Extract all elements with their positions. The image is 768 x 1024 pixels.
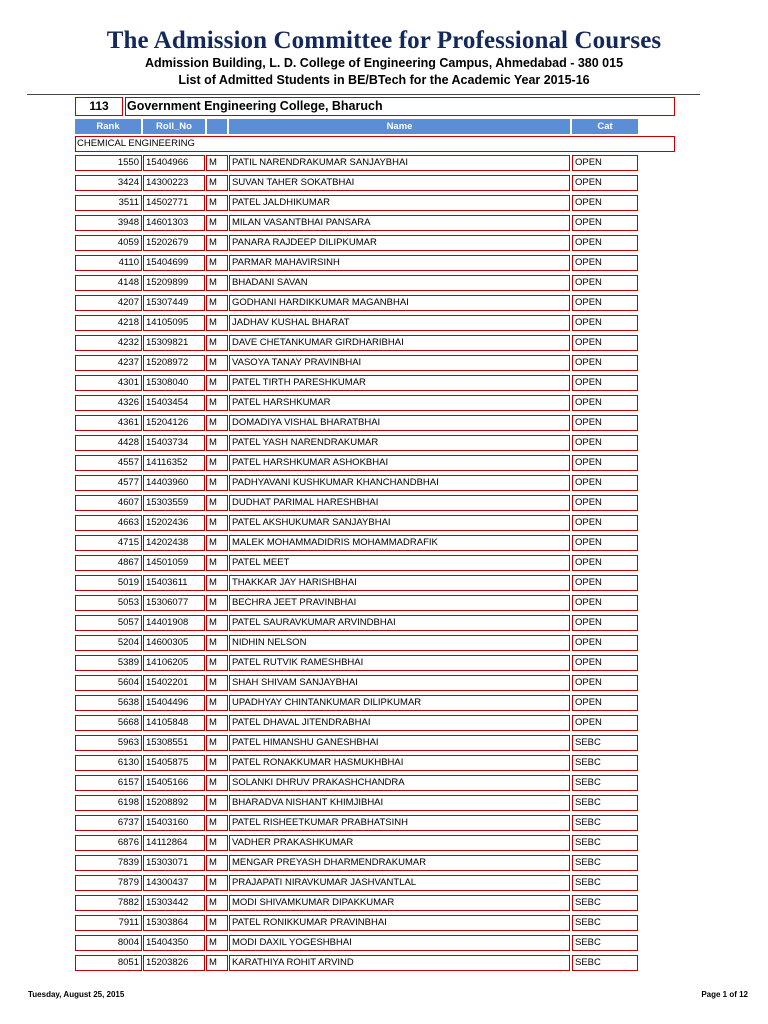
rank-cell: 4557 bbox=[75, 455, 142, 471]
header-divider bbox=[27, 94, 700, 95]
category-cell: OPEN bbox=[572, 255, 638, 271]
name-cell: THAKKAR JAY HARISHBHAI bbox=[229, 575, 570, 591]
table-row bbox=[0, 635, 768, 655]
table-row bbox=[0, 675, 768, 695]
name-cell: BHARADVA NISHANT KHIMJIBHAI bbox=[229, 795, 570, 811]
gender-cell: M bbox=[206, 795, 228, 811]
table-row bbox=[0, 535, 768, 555]
rank-cell: 4110 bbox=[75, 255, 142, 271]
roll-no-cell: 14116352 bbox=[143, 455, 205, 471]
college-name: Government Engineering College, Bharuch bbox=[125, 97, 675, 116]
table-row bbox=[0, 395, 768, 415]
name-cell: KARATHIYA ROHIT ARVIND bbox=[229, 955, 570, 971]
rank-cell: 4059 bbox=[75, 235, 142, 251]
name-cell: MODI SHIVAMKUMAR DIPAKKUMAR bbox=[229, 895, 570, 911]
roll-no-cell: 14403960 bbox=[143, 475, 205, 491]
rank-cell: 4577 bbox=[75, 475, 142, 491]
roll-no-cell: 15403454 bbox=[143, 395, 205, 411]
category-cell: OPEN bbox=[572, 415, 638, 431]
rank-cell: 4237 bbox=[75, 355, 142, 371]
roll-no-cell: 15309821 bbox=[143, 335, 205, 351]
gender-cell: M bbox=[206, 595, 228, 611]
name-cell: PATEL YASH NARENDRAKUMAR bbox=[229, 435, 570, 451]
category-cell: OPEN bbox=[572, 395, 638, 411]
rank-cell: 7879 bbox=[75, 875, 142, 891]
table-row bbox=[0, 375, 768, 395]
roll-no-cell: 14202438 bbox=[143, 535, 205, 551]
gender-cell: M bbox=[206, 235, 228, 251]
gender-cell: M bbox=[206, 855, 228, 871]
rank-cell: 5389 bbox=[75, 655, 142, 671]
category-cell: SEBC bbox=[572, 935, 638, 951]
roll-no-cell: 14300437 bbox=[143, 875, 205, 891]
table-row bbox=[0, 715, 768, 735]
name-cell: PATIL NARENDRAKUMAR SANJAYBHAI bbox=[229, 155, 570, 171]
table-row bbox=[0, 935, 768, 955]
gender-cell: M bbox=[206, 755, 228, 771]
rank-cell: 1550 bbox=[75, 155, 142, 171]
rank-cell: 5019 bbox=[75, 575, 142, 591]
roll-no-cell: 14105848 bbox=[143, 715, 205, 731]
roll-no-cell: 15208972 bbox=[143, 355, 205, 371]
table-row bbox=[0, 315, 768, 335]
category-cell: OPEN bbox=[572, 315, 638, 331]
name-cell: PATEL JALDHIKUMAR bbox=[229, 195, 570, 211]
category-cell: SEBC bbox=[572, 855, 638, 871]
table-row bbox=[0, 875, 768, 895]
category-cell: OPEN bbox=[572, 475, 638, 491]
column-header-gender bbox=[207, 119, 227, 134]
rank-cell: 4867 bbox=[75, 555, 142, 571]
rank-cell: 4663 bbox=[75, 515, 142, 531]
rank-cell: 3511 bbox=[75, 195, 142, 211]
address-line: Admission Building, L. D. College of Engineering Campus, Ahmedabad - 380 015 bbox=[144, 56, 624, 70]
category-cell: SEBC bbox=[572, 875, 638, 891]
table-row bbox=[0, 735, 768, 755]
gender-cell: M bbox=[206, 255, 228, 271]
branch-name: CHEMICAL ENGINEERING bbox=[75, 136, 675, 152]
category-cell: OPEN bbox=[572, 495, 638, 511]
category-cell: SEBC bbox=[572, 775, 638, 791]
gender-cell: M bbox=[206, 955, 228, 971]
list-title: List of Admitted Students in BE/BTech for the Academic Year 2015-16 bbox=[178, 73, 590, 87]
gender-cell: M bbox=[206, 355, 228, 371]
roll-no-cell: 15303864 bbox=[143, 915, 205, 931]
category-cell: SEBC bbox=[572, 835, 638, 851]
rank-cell: 6198 bbox=[75, 795, 142, 811]
roll-no-cell: 15403611 bbox=[143, 575, 205, 591]
roll-no-cell: 15404350 bbox=[143, 935, 205, 951]
table-row bbox=[0, 195, 768, 215]
rank-cell: 4148 bbox=[75, 275, 142, 291]
name-cell: MALEK MOHAMMADIDRIS MOHAMMADRAFIK bbox=[229, 535, 570, 551]
rank-cell: 8004 bbox=[75, 935, 142, 951]
rank-cell: 5604 bbox=[75, 675, 142, 691]
gender-cell: M bbox=[206, 175, 228, 191]
name-cell: MILAN VASANTBHAI PANSARA bbox=[229, 215, 570, 231]
category-cell: SEBC bbox=[572, 815, 638, 831]
roll-no-cell: 15308551 bbox=[143, 735, 205, 751]
roll-no-cell: 14105095 bbox=[143, 315, 205, 331]
category-cell: OPEN bbox=[572, 215, 638, 231]
roll-no-cell: 15404496 bbox=[143, 695, 205, 711]
name-cell: DAVE CHETANKUMAR GIRDHARIBHAI bbox=[229, 335, 570, 351]
rank-cell: 6737 bbox=[75, 815, 142, 831]
student-table bbox=[0, 155, 768, 975]
gender-cell: M bbox=[206, 195, 228, 211]
rank-cell: 4361 bbox=[75, 415, 142, 431]
table-row bbox=[0, 615, 768, 635]
rank-cell: 5963 bbox=[75, 735, 142, 751]
name-cell: JADHAV KUSHAL BHARAT bbox=[229, 315, 570, 331]
name-cell: PARMAR MAHAVIRSINH bbox=[229, 255, 570, 271]
roll-no-cell: 15405166 bbox=[143, 775, 205, 791]
rank-cell: 3948 bbox=[75, 215, 142, 231]
name-cell: PATEL RUTVIK RAMESHBHAI bbox=[229, 655, 570, 671]
table-row bbox=[0, 755, 768, 775]
category-cell: OPEN bbox=[572, 535, 638, 551]
category-cell: SEBC bbox=[572, 955, 638, 971]
gender-cell: M bbox=[206, 655, 228, 671]
table-row bbox=[0, 955, 768, 975]
table-row bbox=[0, 775, 768, 795]
name-cell: PATEL MEET bbox=[229, 555, 570, 571]
name-cell: GODHANI HARDIKKUMAR MAGANBHAI bbox=[229, 295, 570, 311]
name-cell: DOMADIYA VISHAL BHARATBHAI bbox=[229, 415, 570, 431]
name-cell: PADHYAVANI KUSHKUMAR KHANCHANDBHAI bbox=[229, 475, 570, 491]
table-row bbox=[0, 835, 768, 855]
rank-cell: 7839 bbox=[75, 855, 142, 871]
roll-no-cell: 15303442 bbox=[143, 895, 205, 911]
name-cell: PATEL RISHEETKUMAR PRABHATSINH bbox=[229, 815, 570, 831]
category-cell: OPEN bbox=[572, 515, 638, 531]
category-cell: OPEN bbox=[572, 675, 638, 691]
gender-cell: M bbox=[206, 435, 228, 451]
table-row bbox=[0, 795, 768, 815]
category-cell: SEBC bbox=[572, 915, 638, 931]
table-row bbox=[0, 895, 768, 915]
rank-cell: 4301 bbox=[75, 375, 142, 391]
name-cell: SOLANKI DHRUV PRAKASHCHANDRA bbox=[229, 775, 570, 791]
name-cell: PATEL HIMANSHU GANESHBHAI bbox=[229, 735, 570, 751]
name-cell: PANARA RAJDEEP DILIPKUMAR bbox=[229, 235, 570, 251]
rank-cell: 4207 bbox=[75, 295, 142, 311]
gender-cell: M bbox=[206, 275, 228, 291]
table-row bbox=[0, 155, 768, 175]
name-cell: BHADANI SAVAN bbox=[229, 275, 570, 291]
gender-cell: M bbox=[206, 295, 228, 311]
name-cell: PRAJAPATI NIRAVKUMAR JASHVANTLAL bbox=[229, 875, 570, 891]
gender-cell: M bbox=[206, 695, 228, 711]
rank-cell: 8051 bbox=[75, 955, 142, 971]
rank-cell: 4715 bbox=[75, 535, 142, 551]
rank-cell: 7911 bbox=[75, 915, 142, 931]
roll-no-cell: 15405875 bbox=[143, 755, 205, 771]
category-cell: OPEN bbox=[572, 275, 638, 291]
gender-cell: M bbox=[206, 335, 228, 351]
gender-cell: M bbox=[206, 775, 228, 791]
roll-no-cell: 15402201 bbox=[143, 675, 205, 691]
gender-cell: M bbox=[206, 375, 228, 391]
category-cell: OPEN bbox=[572, 575, 638, 591]
table-row bbox=[0, 555, 768, 575]
roll-no-cell: 15403160 bbox=[143, 815, 205, 831]
gender-cell: M bbox=[206, 475, 228, 491]
rank-cell: 5057 bbox=[75, 615, 142, 631]
category-cell: OPEN bbox=[572, 155, 638, 171]
rank-cell: 6130 bbox=[75, 755, 142, 771]
category-cell: OPEN bbox=[572, 195, 638, 211]
gender-cell: M bbox=[206, 515, 228, 531]
name-cell: UPADHYAY CHINTANKUMAR DILIPKUMAR bbox=[229, 695, 570, 711]
name-cell: PATEL TIRTH PARESHKUMAR bbox=[229, 375, 570, 391]
roll-no-cell: 14300223 bbox=[143, 175, 205, 191]
table-row bbox=[0, 455, 768, 475]
table-row bbox=[0, 175, 768, 195]
column-header-roll-no: Roll_No bbox=[143, 119, 205, 134]
gender-cell: M bbox=[206, 535, 228, 551]
column-header-rank: Rank bbox=[75, 119, 141, 134]
table-row bbox=[0, 655, 768, 675]
roll-no-cell: 15209899 bbox=[143, 275, 205, 291]
gender-cell: M bbox=[206, 675, 228, 691]
column-header-name: Name bbox=[229, 119, 570, 134]
category-cell: OPEN bbox=[572, 695, 638, 711]
footer-date: Tuesday, August 25, 2015 bbox=[28, 990, 125, 999]
name-cell: PATEL AKSHUKUMAR SANJAYBHAI bbox=[229, 515, 570, 531]
gender-cell: M bbox=[206, 415, 228, 431]
name-cell: NIDHIN NELSON bbox=[229, 635, 570, 651]
table-row bbox=[0, 575, 768, 595]
roll-no-cell: 15203826 bbox=[143, 955, 205, 971]
name-cell: MENGAR PREYASH DHARMENDRAKUMAR bbox=[229, 855, 570, 871]
name-cell: VASOYA TANAY PRAVINBHAI bbox=[229, 355, 570, 371]
roll-no-cell: 14601303 bbox=[143, 215, 205, 231]
gender-cell: M bbox=[206, 555, 228, 571]
gender-cell: M bbox=[206, 315, 228, 331]
table-row bbox=[0, 595, 768, 615]
table-row bbox=[0, 815, 768, 835]
rank-cell: 5668 bbox=[75, 715, 142, 731]
rank-cell: 4326 bbox=[75, 395, 142, 411]
rank-cell: 4607 bbox=[75, 495, 142, 511]
gender-cell: M bbox=[206, 635, 228, 651]
category-cell: OPEN bbox=[572, 295, 638, 311]
name-cell: PATEL RONIKKUMAR PRAVINBHAI bbox=[229, 915, 570, 931]
table-row bbox=[0, 495, 768, 515]
table-row bbox=[0, 275, 768, 295]
roll-no-cell: 15202436 bbox=[143, 515, 205, 531]
category-cell: OPEN bbox=[572, 455, 638, 471]
roll-no-cell: 14112864 bbox=[143, 835, 205, 851]
roll-no-cell: 14106205 bbox=[143, 655, 205, 671]
roll-no-cell: 15403734 bbox=[143, 435, 205, 451]
category-cell: SEBC bbox=[572, 895, 638, 911]
name-cell: PATEL SAURAVKUMAR ARVINDBHAI bbox=[229, 615, 570, 631]
roll-no-cell: 15204126 bbox=[143, 415, 205, 431]
roll-no-cell: 14401908 bbox=[143, 615, 205, 631]
name-cell: VADHER PRAKASHKUMAR bbox=[229, 835, 570, 851]
name-cell: SHAH SHIVAM SANJAYBHAI bbox=[229, 675, 570, 691]
roll-no-cell: 15404966 bbox=[143, 155, 205, 171]
gender-cell: M bbox=[206, 715, 228, 731]
roll-no-cell: 15202679 bbox=[143, 235, 205, 251]
category-cell: OPEN bbox=[572, 635, 638, 651]
gender-cell: M bbox=[206, 835, 228, 851]
roll-no-cell: 14600305 bbox=[143, 635, 205, 651]
rank-cell: 7882 bbox=[75, 895, 142, 911]
roll-no-cell: 15404699 bbox=[143, 255, 205, 271]
gender-cell: M bbox=[206, 815, 228, 831]
category-cell: SEBC bbox=[572, 795, 638, 811]
category-cell: OPEN bbox=[572, 555, 638, 571]
document-title: The Admission Committee for Professional Courses bbox=[106, 27, 662, 54]
table-row bbox=[0, 295, 768, 315]
table-row bbox=[0, 335, 768, 355]
roll-no-cell: 14501059 bbox=[143, 555, 205, 571]
roll-no-cell: 15303559 bbox=[143, 495, 205, 511]
gender-cell: M bbox=[206, 915, 228, 931]
category-cell: OPEN bbox=[572, 335, 638, 351]
category-cell: OPEN bbox=[572, 615, 638, 631]
table-row bbox=[0, 695, 768, 715]
gender-cell: M bbox=[206, 455, 228, 471]
roll-no-cell: 15307449 bbox=[143, 295, 205, 311]
table-row bbox=[0, 215, 768, 235]
rank-cell: 4232 bbox=[75, 335, 142, 351]
gender-cell: M bbox=[206, 575, 228, 591]
gender-cell: M bbox=[206, 935, 228, 951]
rank-cell: 3424 bbox=[75, 175, 142, 191]
category-cell: OPEN bbox=[572, 715, 638, 731]
gender-cell: M bbox=[206, 875, 228, 891]
rank-cell: 4428 bbox=[75, 435, 142, 451]
gender-cell: M bbox=[206, 895, 228, 911]
rank-cell: 5638 bbox=[75, 695, 142, 711]
column-header-category: Cat bbox=[572, 119, 638, 134]
category-cell: OPEN bbox=[572, 435, 638, 451]
category-cell: SEBC bbox=[572, 755, 638, 771]
category-cell: OPEN bbox=[572, 595, 638, 611]
college-code: 113 bbox=[75, 97, 123, 116]
table-row bbox=[0, 355, 768, 375]
name-cell: PATEL DHAVAL JITENDRABHAI bbox=[229, 715, 570, 731]
roll-no-cell: 15306077 bbox=[143, 595, 205, 611]
name-cell: PATEL RONAKKUMAR HASMUKHBHAI bbox=[229, 755, 570, 771]
gender-cell: M bbox=[206, 735, 228, 751]
roll-no-cell: 14502771 bbox=[143, 195, 205, 211]
table-row bbox=[0, 235, 768, 255]
rank-cell: 5053 bbox=[75, 595, 142, 611]
roll-no-cell: 15303071 bbox=[143, 855, 205, 871]
table-row bbox=[0, 475, 768, 495]
gender-cell: M bbox=[206, 615, 228, 631]
footer-page-number: Page 1 of 12 bbox=[701, 990, 748, 999]
name-cell: SUVAN TAHER SOKATBHAI bbox=[229, 175, 570, 191]
name-cell: BECHRA JEET PRAVINBHAI bbox=[229, 595, 570, 611]
category-cell: OPEN bbox=[572, 355, 638, 371]
name-cell: PATEL HARSHKUMAR bbox=[229, 395, 570, 411]
gender-cell: M bbox=[206, 215, 228, 231]
category-cell: SEBC bbox=[572, 735, 638, 751]
gender-cell: M bbox=[206, 495, 228, 511]
gender-cell: M bbox=[206, 395, 228, 411]
name-cell: MODI DAXIL YOGESHBHAI bbox=[229, 935, 570, 951]
table-row bbox=[0, 415, 768, 435]
category-cell: OPEN bbox=[572, 235, 638, 251]
name-cell: PATEL HARSHKUMAR ASHOKBHAI bbox=[229, 455, 570, 471]
table-row bbox=[0, 435, 768, 455]
table-row bbox=[0, 515, 768, 535]
rank-cell: 6876 bbox=[75, 835, 142, 851]
roll-no-cell: 15208892 bbox=[143, 795, 205, 811]
gender-cell: M bbox=[206, 155, 228, 171]
rank-cell: 6157 bbox=[75, 775, 142, 791]
category-cell: OPEN bbox=[572, 655, 638, 671]
table-row bbox=[0, 255, 768, 275]
category-cell: OPEN bbox=[572, 375, 638, 391]
rank-cell: 5204 bbox=[75, 635, 142, 651]
rank-cell: 4218 bbox=[75, 315, 142, 331]
roll-no-cell: 15308040 bbox=[143, 375, 205, 391]
table-row bbox=[0, 915, 768, 935]
table-row bbox=[0, 855, 768, 875]
name-cell: DUDHAT PARIMAL HARESHBHAI bbox=[229, 495, 570, 511]
category-cell: OPEN bbox=[572, 175, 638, 191]
